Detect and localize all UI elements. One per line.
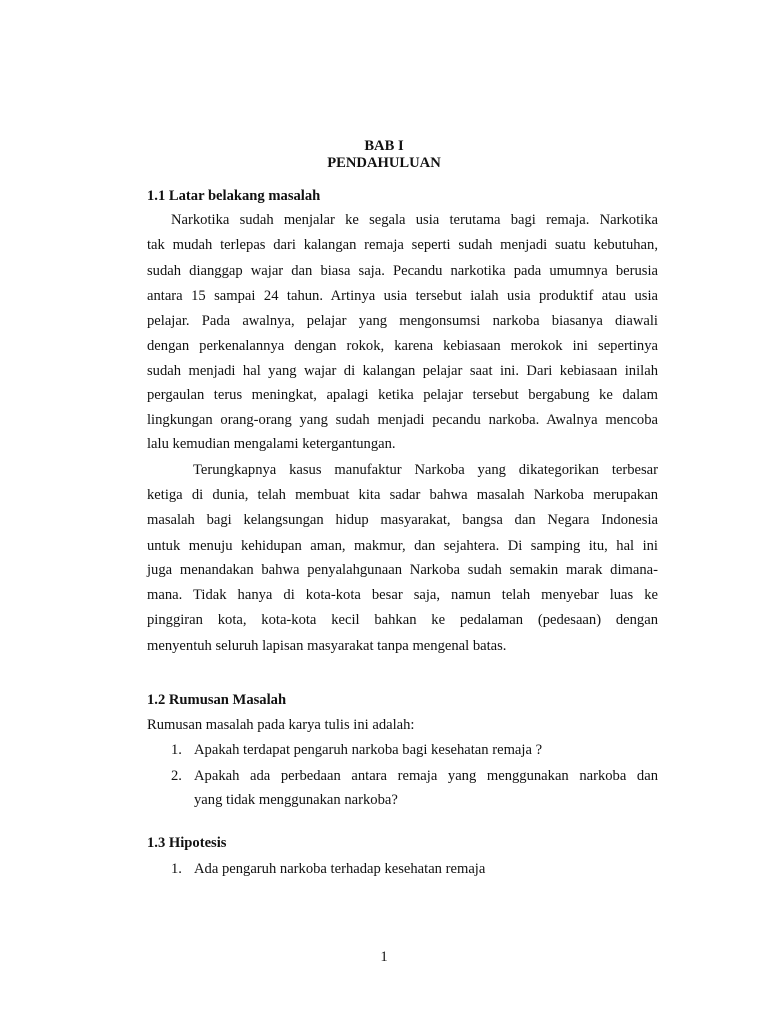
paragraph-line: masalah bagi kelangsungan hidup masyarakat, bangsa dan Negara Indonesia bbox=[147, 512, 658, 528]
paragraph-line: Terungkapnya kasus manufaktur Narkoba yang dikategorikan terbesar bbox=[193, 462, 658, 478]
paragraph-line: dengan perkenalannya dengan rokok, karena kebiasaan merokok ini sepertinya bbox=[147, 338, 658, 354]
paragraph-line: antara 15 sampai 24 tahun. Artinya usia tersebut ialah usia produktif atau usia bbox=[147, 288, 658, 304]
paragraph-line: pelajar. Pada awalnya, pelajar yang mengonsumsi narkoba biasanya diawali bbox=[147, 313, 658, 329]
list-item-line: Apakah terdapat pengaruh narkoba bagi kesehatan remaja ? bbox=[194, 742, 543, 758]
paragraph-line: lingkungan orang-orang yang sudah menjadi pecandu narkoba. Awalnya mencoba bbox=[147, 412, 658, 428]
list-number: 1. bbox=[171, 742, 182, 758]
paragraph-line: lalu kemudian mengalami ketergantungan. bbox=[147, 436, 396, 452]
paragraph-line: pinggiran kota, kota-kota kecil bahkan ke pedalaman (pedesaan) dengan bbox=[147, 612, 658, 628]
page-number: 1 bbox=[380, 949, 388, 965]
paragraph-line: pergaulan terus meningkat, apalagi ketika pelajar tersebut bergabung ke dalam bbox=[147, 387, 658, 403]
paragraph-line: Narkotika sudah menjalar ke segala usia terutama bagi remaja. Narkotika bbox=[171, 212, 658, 228]
list-item-line: Apakah ada perbedaan antara remaja yang menggunakan narkoba dan bbox=[194, 768, 658, 784]
list-number: 2. bbox=[171, 768, 182, 784]
section-heading: 1.2 Rumusan Masalah bbox=[147, 692, 287, 708]
paragraph-line: juga menandakan bahwa penyalahgunaan Narkoba sudah semakin marak dimana- bbox=[147, 562, 658, 578]
paragraph-line: ketiga di dunia, telah membuat kita sadar bahwa masalah Narkoba merupakan bbox=[147, 487, 658, 503]
paragraph-line: sudah dianggap wajar dan biasa saja. Pecandu narkotika pada umumnya berusia bbox=[147, 263, 658, 279]
paragraph-line: menyentuh seluruh lapisan masyarakat tanpa mengenal batas. bbox=[147, 638, 507, 654]
paragraph-line: sudah menjadi hal yang wajar di kalangan pelajar saat ini. Dari kebiasaan inilah bbox=[147, 363, 658, 379]
paragraph-line: tak mudah terlepas dari kalangan remaja seperti sudah menjadi suatu kebutuhan, bbox=[147, 237, 658, 253]
list-item-line: yang tidak menggunakan narkoba? bbox=[194, 792, 398, 808]
paragraph-line: untuk menuju kehidupan aman, makmur, dan sejahtera. Di samping itu, hal ini bbox=[147, 538, 658, 554]
list-item-line: Ada pengaruh narkoba terhadap kesehatan remaja bbox=[194, 861, 486, 877]
paragraph-line: Rumusan masalah pada karya tulis ini adalah: bbox=[147, 717, 415, 733]
chapter-title: PENDAHULUAN bbox=[327, 155, 441, 171]
paragraph-line: mana. Tidak hanya di kota-kota besar saja, namun telah menyebar luas ke bbox=[147, 587, 658, 603]
section-heading: 1.3 Hipotesis bbox=[147, 835, 227, 851]
section-heading: 1.1 Latar belakang masalah bbox=[147, 188, 321, 204]
chapter-label: BAB I bbox=[364, 138, 404, 154]
list-number: 1. bbox=[171, 861, 182, 877]
